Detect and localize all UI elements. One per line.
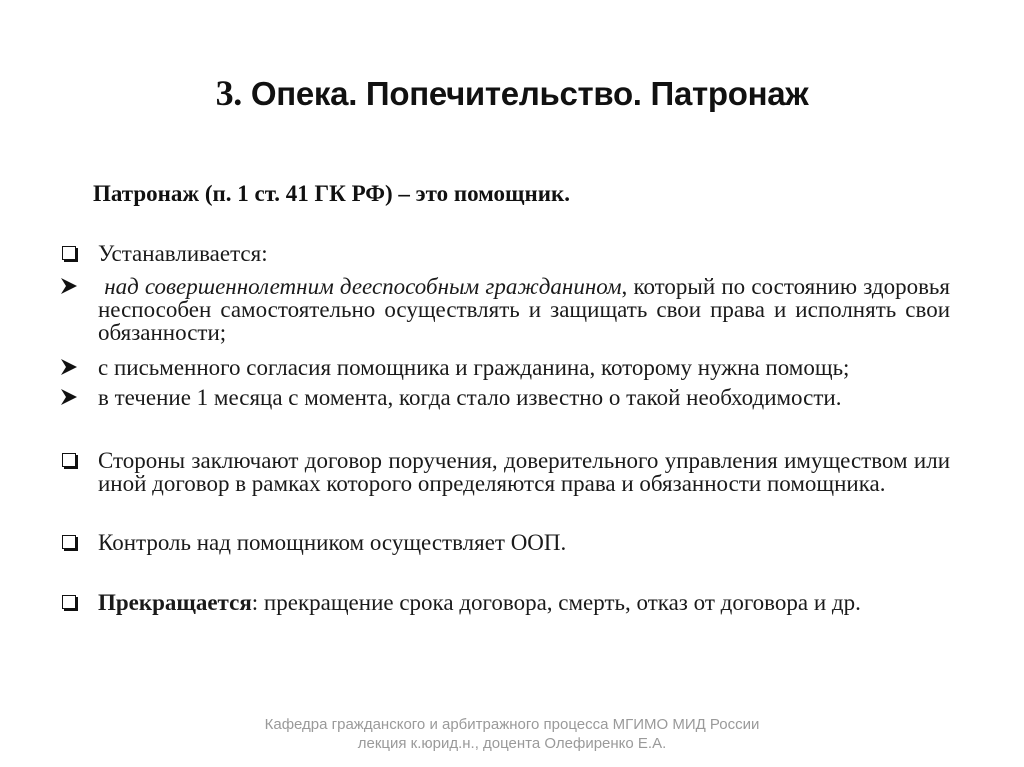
square-bullet-icon [60,531,84,554]
list-item [60,356,950,379]
list-item [60,275,950,344]
item-text: Стороны заключают договор поручения, доверительного управления имуществом или иной договор в рамках которого определяются права и обязанности помощника. [98,448,950,496]
arrow-bullet-icon [60,275,84,298]
item-bold-text: Прекращается [98,590,252,615]
item-text: Прекращается: прекращение срока договора, смерть, отказ от договора и др. [98,590,861,615]
list-item [60,591,950,614]
item-text: Устанавливается: [98,241,268,266]
item-text: Контроль над помощником осуществляет ООП. [98,530,567,555]
title-text: Опека. Попечительство. Патронаж [250,75,809,112]
list-item [60,449,950,495]
item-text: над совершеннолетним дееспособным гражданином, который по состоянию здоровья неспособен самостоятельно осуществлять и защищать свои права и исполнять свои обязанности; [98,274,951,345]
item-italic-text: над совершеннолетним дееспособным гражданином [104,274,622,299]
item-text: в течение 1 месяца с момента, когда стало известно о такой необходимости. [98,385,842,410]
title-number: 3. [215,73,242,113]
list-item [60,386,950,409]
footer-line-1: Кафедра гражданского и арбитражного процесса МГИМО МИД России [264,716,760,733]
list-item [60,242,950,265]
square-bullet-icon [60,449,84,472]
arrow-bullet-icon [60,356,84,379]
list-item [60,531,950,554]
footer-line-2: лекция к.юрид.н., доцента Олефиренко Е.А. [357,735,667,752]
footer [0,715,1024,753]
arrow-bullet-icon [60,386,84,409]
square-bullet-icon [60,242,84,265]
subtitle: Патронаж (п. 1 ст. 41 ГК РФ) – это помощник. [93,181,570,206]
item-text: с письменного согласия помощника и гражданина, которому нужна помощь; [98,355,850,380]
square-bullet-icon [60,591,84,614]
slide-title [0,72,1024,114]
